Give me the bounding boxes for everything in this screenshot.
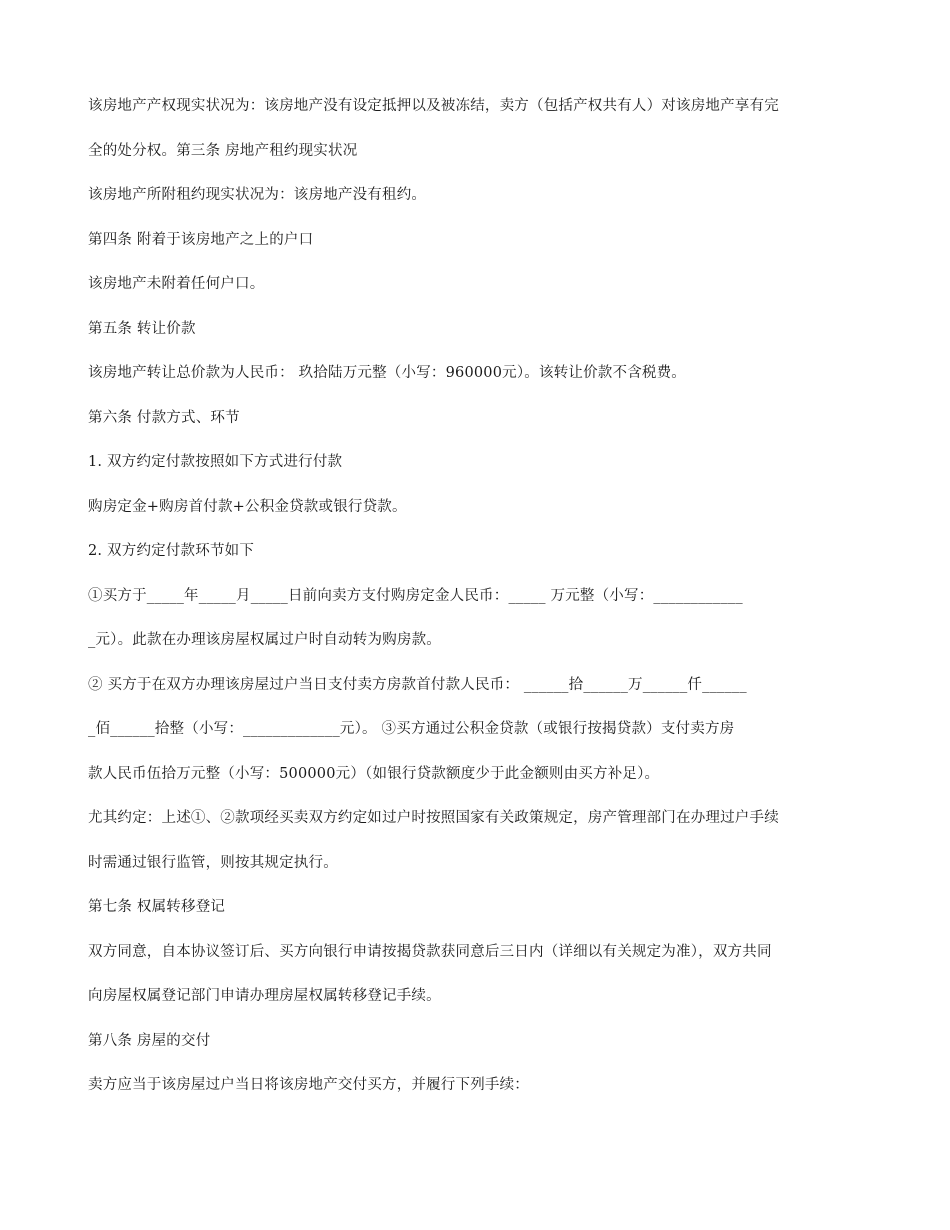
paragraph-line: _佰______拾整（小写：_____________元）。 ③买方通过公积金贷款（或银行按揭贷款）支付卖方房 [88, 721, 735, 737]
paragraph-line: 该房地产所附租约现实状况为：该房地产没有租约。 [88, 187, 427, 203]
paragraph-line: 该房地产未附着任何户口。 [88, 276, 265, 292]
paragraph-line: 时需通过银行监管，则按其规定执行。 [88, 854, 338, 871]
section-heading: 第四条 附着于该房地产之上的户口 [88, 231, 314, 248]
paragraph-line: ② 买方于在双方办理该房屋过户当日支付卖方房款首付款人民币： ______拾______万______仟______ [88, 676, 747, 693]
paragraph-line: _元）。此款在办理该房屋权属过户时自动转为购房款。 [88, 632, 441, 648]
paragraph-line: ①买方于_____年_____月_____日前向卖方支付购房定金人民币：_____ 万元整（小写：____________ [88, 587, 743, 604]
section-heading: 第六条 付款方式、环节 [88, 409, 240, 426]
paragraph-line: 全的处分权。第三条 房地产租约现实状况 [88, 142, 358, 159]
paragraph-line: 卖方应当于该房屋过户当日将该房地产交付买方，并履行下列手续： [88, 1077, 529, 1093]
paragraph-line: 购房定金+购房首付款+公积金贷款或银行贷款。 [88, 498, 407, 515]
section-heading: 第五条 转让价款 [88, 320, 196, 337]
paragraph-line: 双方同意，自本协议签订后、买方向银行申请按揭贷款获同意后三日内（详细以有关规定为准），双方共同 [88, 943, 772, 960]
paragraph-line: 该房地产产权现实状况为：该房地产没有设定抵押以及被冻结，卖方（包括产权共有人）对该房地产享有完 [88, 98, 779, 114]
paragraph-line: 款人民币伍拾万元整（小写：500000元）（如银行贷款额度少于此金额则由买方补足）。 [88, 765, 660, 782]
section-heading: 第七条 权属转移登记 [88, 899, 226, 915]
list-item: 2. 双方约定付款环节如下 [88, 543, 255, 559]
document-body [88, 84, 868, 1108]
paragraph-line: 向房屋权属登记部门申请办理房屋权属转移登记手续。 [88, 988, 441, 1004]
paragraph-line: 尤其约定：上述①、②款项经买卖双方约定如过户时按照国家有关政策规定，房产管理部门在办理过户手续 [88, 810, 779, 826]
list-item: 1. 双方约定付款按照如下方式进行付款 [88, 454, 343, 470]
section-heading: 第八条 房屋的交付 [88, 1032, 211, 1049]
paragraph-line: 该房地产转让总价款为人民币： 玖拾陆万元整（小写：960000元）。该转让价款不含税费。 [88, 365, 687, 381]
